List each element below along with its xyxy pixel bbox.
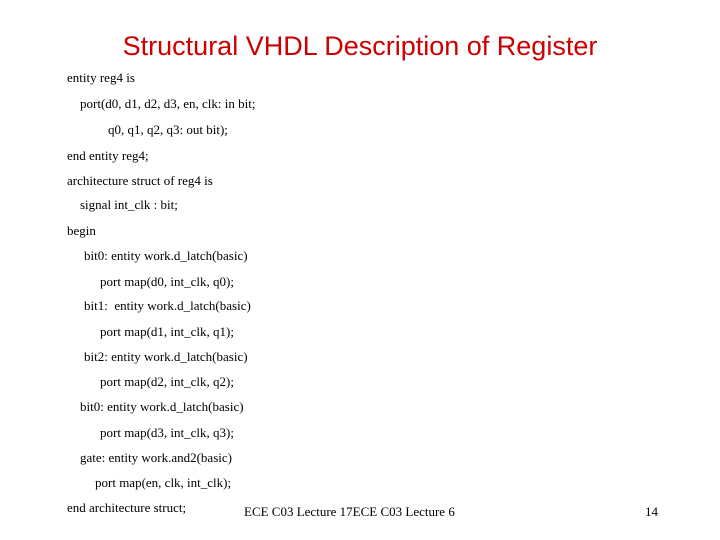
- code-line: port map(d3, int_clk, q3);: [100, 425, 234, 440]
- code-line: entity reg4 is: [67, 70, 135, 85]
- code-line: port map(d2, int_clk, q2);: [100, 374, 234, 389]
- code-line: port map(en, clk, int_clk);: [95, 475, 232, 490]
- code-line: bit0: entity work.d_latch(basic): [84, 248, 248, 263]
- code-line: signal int_clk : bit;: [80, 197, 178, 212]
- page-number: 14: [645, 504, 658, 519]
- code-line: port map(d1, int_clk, q1);: [100, 324, 234, 339]
- code-line: architecture struct of reg4 is: [67, 173, 213, 188]
- slide-title: Structural VHDL Description of Register: [122, 31, 598, 61]
- code-line: begin: [67, 223, 96, 238]
- code-line: bit1: entity work.d_latch(basic): [84, 298, 251, 313]
- code-line: end architecture struct;: [67, 500, 187, 515]
- code-line: bit2: entity work.d_latch(basic): [84, 349, 248, 364]
- code-line: port(d0, d1, d2, d3, en, clk: in bit;: [80, 96, 256, 111]
- code-line: q0, q1, q2, q3: out bit);: [108, 122, 228, 137]
- code-line: end entity reg4;: [67, 148, 149, 163]
- footer-lecture: ECE C03 Lecture 17ECE C03 Lecture 6: [244, 504, 455, 519]
- code-line: gate: entity work.and2(basic): [80, 450, 232, 465]
- code-line: bit0: entity work.d_latch(basic): [80, 399, 244, 414]
- code-line: port map(d0, int_clk, q0);: [100, 274, 234, 289]
